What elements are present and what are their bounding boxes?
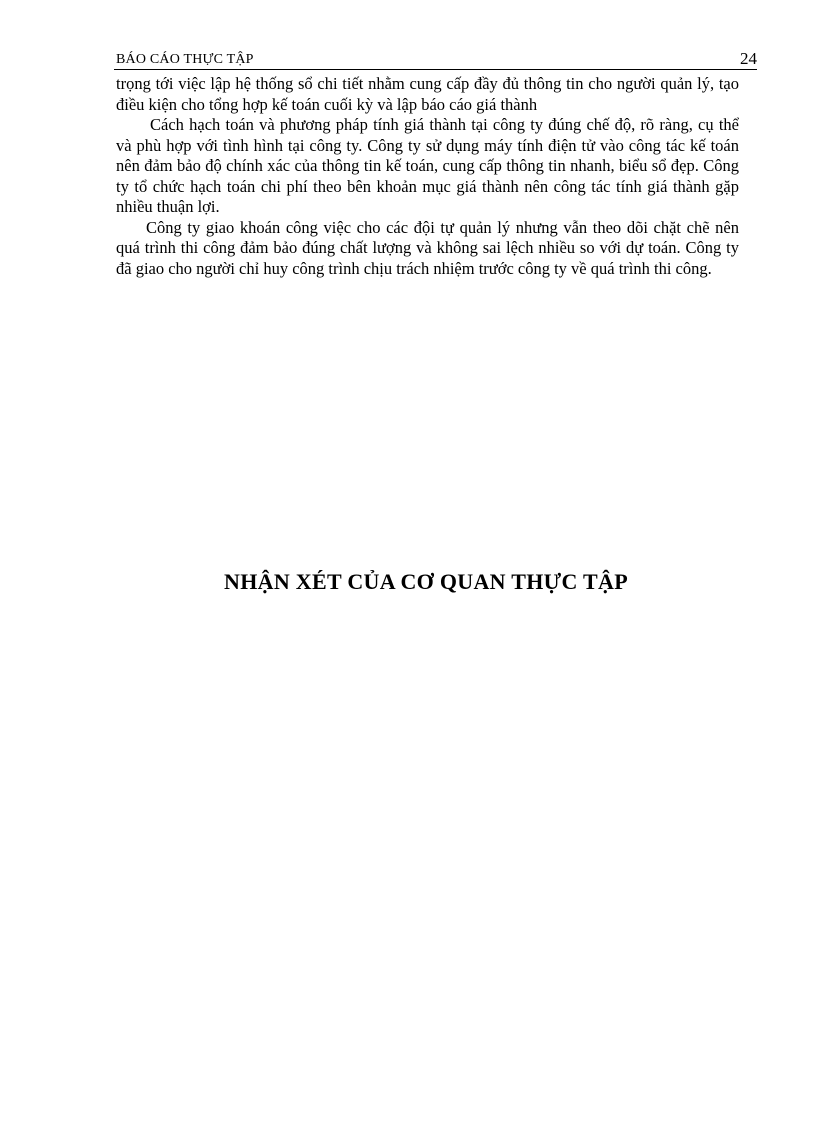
header-title: BÁO CÁO THỰC TẬP	[116, 52, 254, 67]
page-header	[114, 49, 757, 70]
paragraph-contracting: Công ty giao khoán công việc cho các đội tự quản lý nhưng vẫn theo dõi chặt chẽ nên quá trình thi công đảm bảo đúng chất lượng và không sai lệch nhiều so với dự toán. Công ty đã giao cho người chỉ huy công trình chịu trách nhiệm trước công ty về quá trình thi công.	[116, 217, 739, 278]
page-number: 24	[740, 49, 757, 68]
body-text	[116, 74, 739, 279]
paragraph-continued: trọng tới việc lập hệ thống sổ chi tiết nhằm cung cấp đầy đủ thông tin cho người quản lý, tạo điều kiện cho tổng hợp kế toán cuối kỳ và lập báo cáo giá thành	[116, 74, 739, 114]
section-heading: NHẬN XÉT CỦA CƠ QUAN THỰC TẬP	[224, 569, 628, 594]
paragraph-accounting-method: Cách hạch toán và phương pháp tính giá thành tại công ty đúng chế độ, rõ ràng, cụ thể và phù hợp với tình hình tại công ty. Công ty sử dụng máy tính điện tử vào công tác kế toán nên đảm bảo độ chính xác của thông tin kế toán, cung cấp thông tin nhanh, biểu sổ đẹp. Công ty tổ chức hạch toán chi phí theo bên khoản mục giá thành nên công tác tính giá thành gặp nhiều thuận lợi.	[116, 115, 739, 216]
